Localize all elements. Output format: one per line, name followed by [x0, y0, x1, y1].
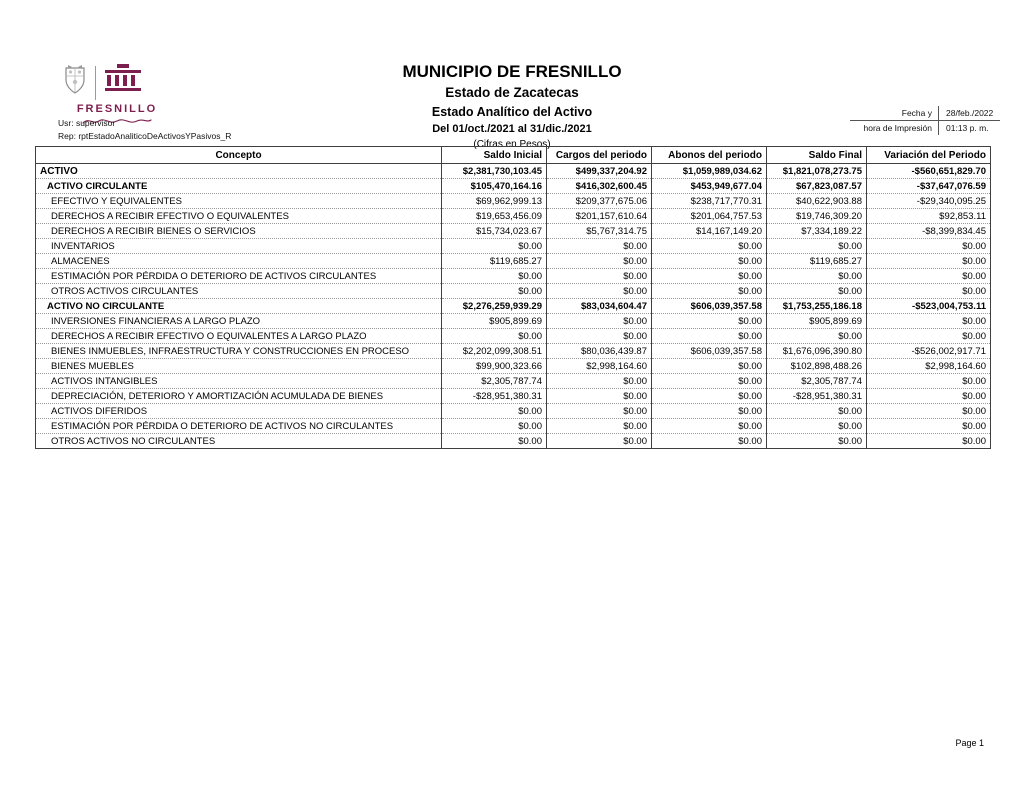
cell-amount: $2,202,099,308.51	[442, 344, 547, 359]
cell-amount: $0.00	[442, 329, 547, 344]
column-header-concepto: Concepto	[36, 147, 442, 164]
print-time-label: hora de Impresión	[863, 123, 932, 133]
cell-amount: $0.00	[652, 389, 767, 404]
cell-amount: $5,767,314.75	[547, 224, 652, 239]
cell-amount: $0.00	[547, 329, 652, 344]
cell-amount: $119,685.27	[767, 254, 867, 269]
cell-amount: $0.00	[767, 404, 867, 419]
cell-amount: $0.00	[652, 434, 767, 449]
cell-amount: $905,899.69	[442, 314, 547, 329]
cell-amount: $0.00	[767, 434, 867, 449]
cell-amount: $0.00	[442, 404, 547, 419]
table-row	[36, 254, 991, 269]
cell-amount: $0.00	[867, 374, 991, 389]
page-number: Page 1	[955, 738, 984, 748]
cell-amount: $2,305,787.74	[442, 374, 547, 389]
cell-amount: -$523,004,753.11	[867, 299, 991, 314]
cell-amount: $201,064,757.53	[652, 209, 767, 224]
cell-amount: $0.00	[867, 404, 991, 419]
cell-amount: $119,685.27	[442, 254, 547, 269]
cell-amount: $15,734,023.67	[442, 224, 547, 239]
cell-concepto: ACTIVO CIRCULANTE	[36, 179, 442, 194]
cell-amount: $0.00	[652, 284, 767, 299]
cell-amount: $0.00	[652, 359, 767, 374]
cell-amount: $80,036,439.87	[547, 344, 652, 359]
cell-amount: $1,059,989,034.62	[652, 164, 767, 179]
cell-amount: $0.00	[867, 389, 991, 404]
cell-amount: -$37,647,076.59	[867, 179, 991, 194]
cell-amount: $606,039,357.58	[652, 299, 767, 314]
cell-amount: $0.00	[767, 329, 867, 344]
cell-amount: $105,470,164.16	[442, 179, 547, 194]
cell-amount: $92,853.11	[867, 209, 991, 224]
cell-amount: $1,753,255,186.18	[767, 299, 867, 314]
cell-amount: $0.00	[442, 269, 547, 284]
cell-amount: $0.00	[547, 404, 652, 419]
cell-concepto: ESTIMACIÓN POR PÉRDIDA O DETERIORO DE ACTIVOS CIRCULANTES	[36, 269, 442, 284]
cell-concepto: ACTIVO NO CIRCULANTE	[36, 299, 442, 314]
column-header-saldo-final: Saldo Final	[767, 147, 867, 164]
report-id-line: Rep: rptEstadoAnaliticoDeActivosYPasivos_R	[58, 131, 232, 141]
cell-amount: $0.00	[442, 239, 547, 254]
cell-amount: $0.00	[867, 269, 991, 284]
cell-amount: $1,676,096,390.80	[767, 344, 867, 359]
table-row	[36, 329, 991, 344]
cell-amount: $0.00	[867, 329, 991, 344]
cell-concepto: DERECHOS A RECIBIR EFECTIVO O EQUIVALENTES A LARGO PLAZO	[36, 329, 442, 344]
cell-amount: $238,717,770.31	[652, 194, 767, 209]
cell-concepto: OTROS ACTIVOS NO CIRCULANTES	[36, 434, 442, 449]
print-time-value: 01:13 p. m.	[938, 121, 1000, 135]
table-row	[36, 404, 991, 419]
table-body	[36, 164, 991, 449]
cell-concepto: ACTIVO	[36, 164, 442, 179]
cell-concepto: ACTIVOS DIFERIDOS	[36, 404, 442, 419]
table-row	[36, 269, 991, 284]
print-date-value: 28/feb./2022	[938, 106, 1000, 120]
column-header-abonos: Abonos del periodo	[652, 147, 767, 164]
print-date-row	[850, 106, 1000, 120]
cell-amount: $0.00	[652, 404, 767, 419]
column-header-cargos: Cargos del periodo	[547, 147, 652, 164]
cell-amount: $40,622,903.88	[767, 194, 867, 209]
cell-concepto: DEPRECIACIÓN, DETERIORO Y AMORTIZACIÓN ACUMULADA DE BIENES	[36, 389, 442, 404]
cell-amount: $0.00	[547, 419, 652, 434]
cell-concepto: DERECHOS A RECIBIR BIENES O SERVICIOS	[36, 224, 442, 239]
cell-amount: $0.00	[547, 389, 652, 404]
cell-amount: $0.00	[867, 284, 991, 299]
cell-amount: $2,998,164.60	[547, 359, 652, 374]
cell-amount: $0.00	[442, 419, 547, 434]
cell-amount: $0.00	[652, 269, 767, 284]
cell-amount: $1,821,078,273.75	[767, 164, 867, 179]
column-header-saldo-inicial: Saldo Inicial	[442, 147, 547, 164]
print-time-row	[850, 120, 1000, 135]
cell-amount: $0.00	[547, 254, 652, 269]
logo-wordmark: FRESNILLO	[76, 103, 158, 115]
print-datetime-block	[850, 106, 1000, 135]
table-row	[36, 179, 991, 194]
cell-amount: $2,276,259,939.29	[442, 299, 547, 314]
table-row	[36, 224, 991, 239]
report-units: (Cifras en Pesos)	[473, 139, 551, 150]
table-row	[36, 419, 991, 434]
table-row	[36, 239, 991, 254]
table-row	[36, 284, 991, 299]
cell-concepto: ESTIMACIÓN POR PÉRDIDA O DETERIORO DE ACTIVOS NO CIRCULANTES	[36, 419, 442, 434]
cell-amount: -$560,651,829.70	[867, 164, 991, 179]
cell-amount: $7,334,189.22	[767, 224, 867, 239]
print-date-label: Fecha y	[901, 108, 932, 118]
cell-amount: $0.00	[547, 269, 652, 284]
cell-amount: $2,998,164.60	[867, 359, 991, 374]
cell-amount: $2,381,730,103.45	[442, 164, 547, 179]
cell-amount: -$526,002,917.71	[867, 344, 991, 359]
cell-amount: $0.00	[652, 239, 767, 254]
cell-amount: $416,302,600.45	[547, 179, 652, 194]
cell-amount: $0.00	[767, 269, 867, 284]
table-header-row	[36, 147, 991, 164]
table-row	[36, 359, 991, 374]
cell-amount: $0.00	[652, 374, 767, 389]
cell-amount: $201,157,610.64	[547, 209, 652, 224]
cell-amount: $83,034,604.47	[547, 299, 652, 314]
cell-amount: $99,900,323.66	[442, 359, 547, 374]
cell-amount: $67,823,087.57	[767, 179, 867, 194]
cell-amount: $0.00	[547, 434, 652, 449]
state-subtitle: Estado de Zacatecas	[445, 85, 579, 100]
cell-concepto: BIENES INMUEBLES, INFRAESTRUCTURA Y CONSTRUCCIONES EN PROCESO	[36, 344, 442, 359]
cell-amount: $0.00	[867, 239, 991, 254]
table-row	[36, 194, 991, 209]
cell-amount: $0.00	[867, 314, 991, 329]
user-line: Usr: supervisor	[58, 118, 116, 128]
cell-amount: $102,898,488.26	[767, 359, 867, 374]
cell-amount: $0.00	[442, 284, 547, 299]
cell-amount: $0.00	[547, 314, 652, 329]
cell-amount: $0.00	[547, 374, 652, 389]
column-header-variacion: Variación del Periodo	[867, 147, 991, 164]
cell-concepto: INVERSIONES FINANCIERAS A LARGO PLAZO	[36, 314, 442, 329]
cell-concepto: INVENTARIOS	[36, 239, 442, 254]
cell-amount: $0.00	[652, 329, 767, 344]
cell-amount: $0.00	[652, 419, 767, 434]
cell-amount: -$28,951,380.31	[767, 389, 867, 404]
cell-concepto: BIENES MUEBLES	[36, 359, 442, 374]
cell-amount: $0.00	[652, 314, 767, 329]
cell-amount: $499,337,204.92	[547, 164, 652, 179]
cell-amount: $14,167,149.20	[652, 224, 767, 239]
cell-amount: $0.00	[442, 434, 547, 449]
cell-concepto: ALMACENES	[36, 254, 442, 269]
cell-amount: $905,899.69	[767, 314, 867, 329]
table-row	[36, 344, 991, 359]
cell-amount: $69,962,999.13	[442, 194, 547, 209]
cell-amount: $2,305,787.74	[767, 374, 867, 389]
report-title: Estado Analítico del Activo	[431, 105, 593, 119]
table-row	[36, 164, 991, 179]
cell-amount: $0.00	[767, 284, 867, 299]
cell-amount: -$8,399,834.45	[867, 224, 991, 239]
cell-concepto: DERECHOS A RECIBIR EFECTIVO O EQUIVALENTES	[36, 209, 442, 224]
cell-amount: $0.00	[652, 254, 767, 269]
table-row	[36, 389, 991, 404]
cell-amount: $606,039,357.58	[652, 344, 767, 359]
table-row	[36, 374, 991, 389]
cell-amount: $19,653,456.09	[442, 209, 547, 224]
cell-concepto: OTROS ACTIVOS CIRCULANTES	[36, 284, 442, 299]
page-title: MUNICIPIO DE FRESNILLO	[402, 62, 622, 81]
cell-amount: -$29,340,095.25	[867, 194, 991, 209]
cell-amount: $0.00	[867, 419, 991, 434]
cell-amount: $453,949,677.04	[652, 179, 767, 194]
table-row	[36, 314, 991, 329]
cell-concepto: EFECTIVO Y EQUIVALENTES	[36, 194, 442, 209]
cell-amount: $0.00	[547, 239, 652, 254]
report-period: Del 01/oct./2021 al 31/dic./2021	[432, 123, 592, 135]
cell-concepto: ACTIVOS INTANGIBLES	[36, 374, 442, 389]
cell-amount: $0.00	[867, 254, 991, 269]
cell-amount: $0.00	[547, 284, 652, 299]
cell-amount: $0.00	[767, 419, 867, 434]
table-header	[36, 147, 991, 164]
cell-amount: $209,377,675.06	[547, 194, 652, 209]
cell-amount: $0.00	[767, 239, 867, 254]
asset-analytic-table	[35, 146, 991, 449]
table-row	[36, 299, 991, 314]
cell-amount: $0.00	[867, 434, 991, 449]
cell-amount: $19,746,309.20	[767, 209, 867, 224]
table-row	[36, 434, 991, 449]
table-row	[36, 209, 991, 224]
cell-amount: -$28,951,380.31	[442, 389, 547, 404]
